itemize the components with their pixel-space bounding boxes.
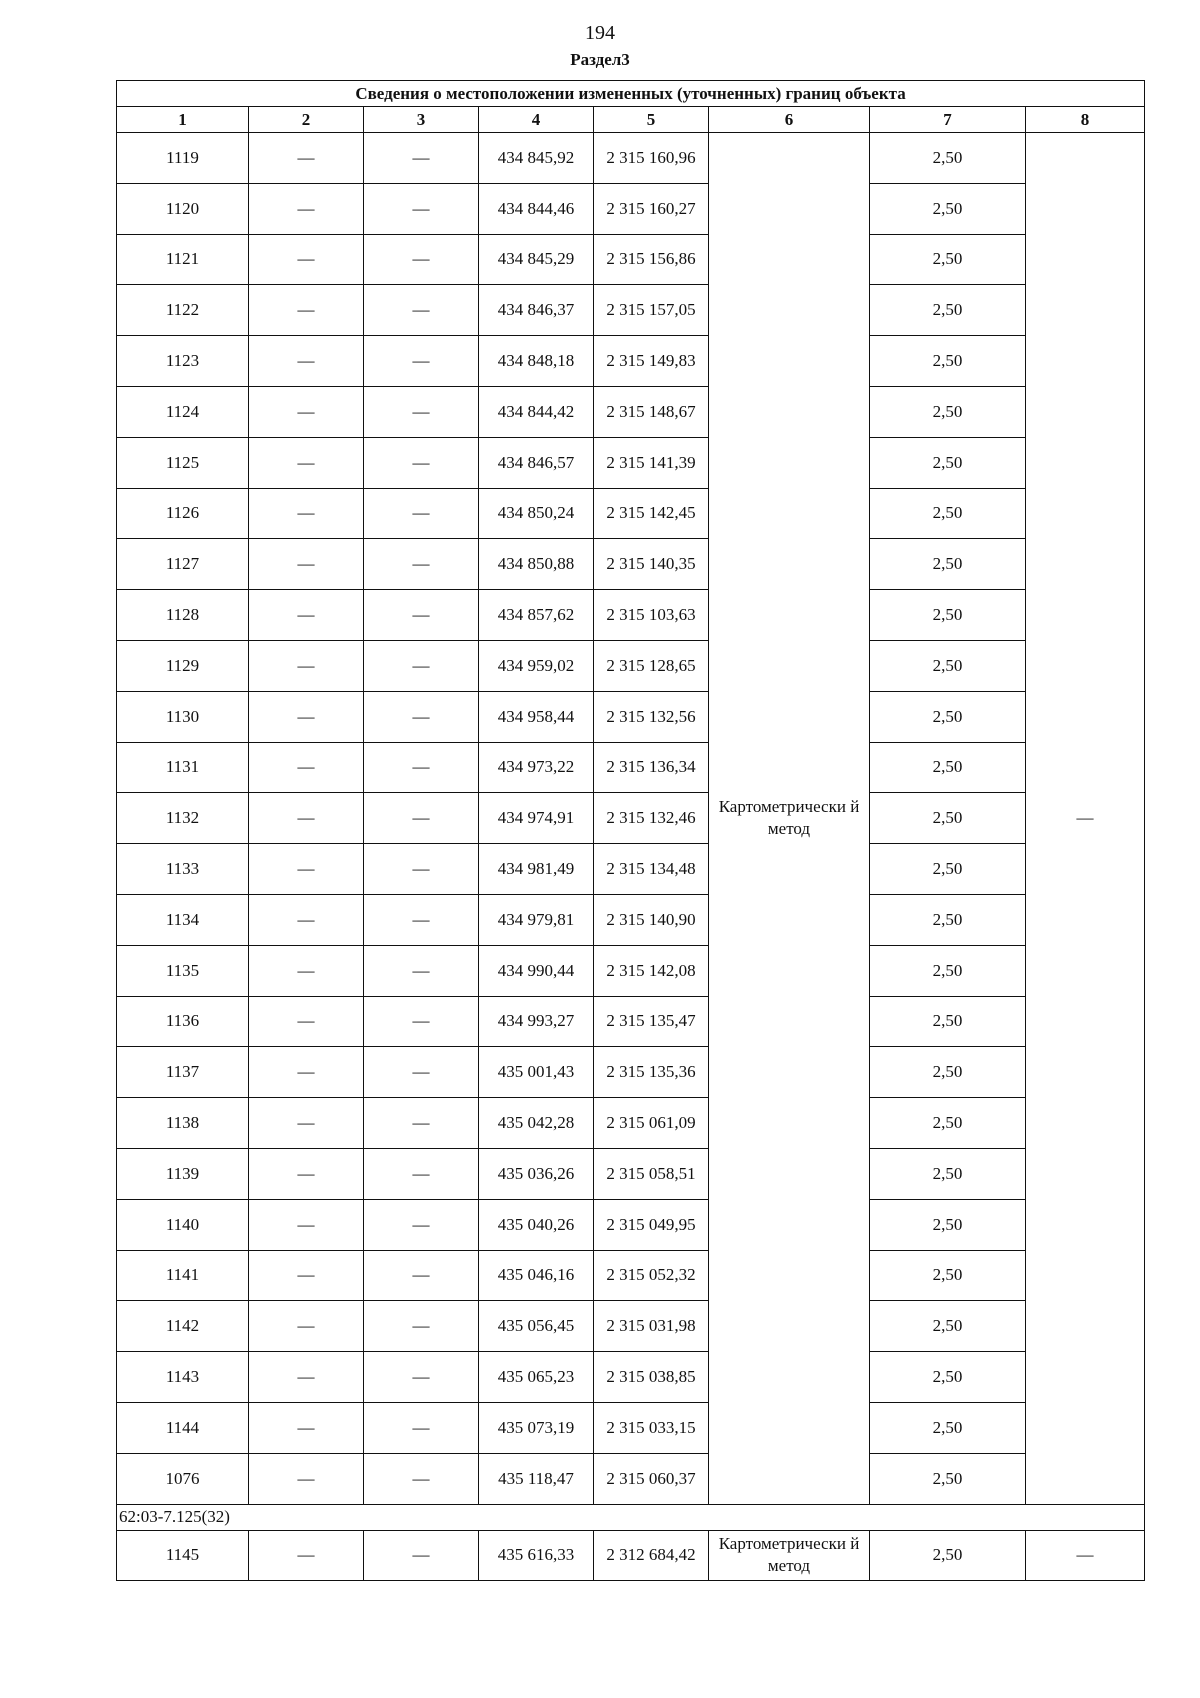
- point-number-cell: 1139: [117, 1148, 249, 1199]
- coordinate-x-cell: 434 979,81: [479, 894, 594, 945]
- table-row: [117, 1047, 1145, 1098]
- coordinate-y-cell: 2 315 061,09: [594, 1098, 709, 1149]
- table-row: [117, 234, 1145, 285]
- page-number: 194: [585, 22, 615, 44]
- accuracy-cell: 2,50: [870, 488, 1026, 539]
- method-cell: Картометрически й метод: [709, 1530, 870, 1581]
- accuracy-cell: 2,50: [870, 691, 1026, 742]
- coordinate-x-cell: 434 846,37: [479, 285, 594, 336]
- coordinate-x-cell: 434 844,42: [479, 386, 594, 437]
- coordinate-y-cell: 2 315 033,15: [594, 1402, 709, 1453]
- column-3-cell: —: [364, 1047, 479, 1098]
- column-2-cell: —: [249, 1402, 364, 1453]
- coordinate-y-cell: 2 315 132,46: [594, 793, 709, 844]
- coordinate-x-cell: 434 845,29: [479, 234, 594, 285]
- column-number: 6: [709, 107, 870, 133]
- column-number: 3: [364, 107, 479, 133]
- table-row: [117, 183, 1145, 234]
- table-row: [117, 1148, 1145, 1199]
- table-row: [117, 691, 1145, 742]
- accuracy-cell: 2,50: [870, 386, 1026, 437]
- column-3-cell: —: [364, 894, 479, 945]
- column-2-cell: —: [249, 1301, 364, 1352]
- column-2-cell: —: [249, 894, 364, 945]
- column-3-cell: —: [364, 386, 479, 437]
- coordinate-y-cell: 2 315 135,36: [594, 1047, 709, 1098]
- coordinate-x-cell: 435 056,45: [479, 1301, 594, 1352]
- section-title: Раздел3: [570, 50, 630, 69]
- column-number: 5: [594, 107, 709, 133]
- column-3-cell: —: [364, 1352, 479, 1403]
- column-3-cell: —: [364, 590, 479, 641]
- coordinate-y-cell: 2 315 140,35: [594, 539, 709, 590]
- coordinate-x-cell: 434 981,49: [479, 844, 594, 895]
- accuracy-cell: 2,50: [870, 1199, 1026, 1250]
- accuracy-cell: 2,50: [870, 1047, 1026, 1098]
- coordinate-x-cell: 434 848,18: [479, 336, 594, 387]
- accuracy-cell: 2,50: [870, 945, 1026, 996]
- accuracy-cell: 2,50: [870, 336, 1026, 387]
- point-number-cell: 1076: [117, 1453, 249, 1504]
- coordinate-x-cell: 434 845,92: [479, 133, 594, 184]
- column-number: 8: [1026, 107, 1145, 133]
- table-row: [117, 1250, 1145, 1301]
- table-row: [117, 793, 1145, 844]
- coordinate-y-cell: 2 315 128,65: [594, 640, 709, 691]
- accuracy-cell: 2,50: [870, 133, 1026, 184]
- point-number-cell: 1120: [117, 183, 249, 234]
- accuracy-cell: 2,50: [870, 437, 1026, 488]
- parcel-subheading-row: [117, 1504, 1145, 1530]
- column-3-cell: —: [364, 1530, 479, 1581]
- column-2-cell: —: [249, 691, 364, 742]
- table-row: [117, 133, 1145, 184]
- column-2-cell: —: [249, 1199, 364, 1250]
- coordinate-y-cell: 2 315 141,39: [594, 437, 709, 488]
- coordinate-x-cell: 435 073,19: [479, 1402, 594, 1453]
- point-number-cell: 1125: [117, 437, 249, 488]
- coordinate-y-cell: 2 315 156,86: [594, 234, 709, 285]
- coordinate-x-cell: 434 958,44: [479, 691, 594, 742]
- column-number-row: [117, 107, 1145, 133]
- coordinate-x-cell: 434 973,22: [479, 742, 594, 793]
- column-2-cell: —: [249, 1530, 364, 1581]
- table-row: [117, 590, 1145, 641]
- coordinate-x-cell: 435 118,47: [479, 1453, 594, 1504]
- table-row: [117, 336, 1145, 387]
- coordinate-x-cell: 434 850,24: [479, 488, 594, 539]
- point-number-cell: 1134: [117, 894, 249, 945]
- coordinate-y-cell: 2 315 135,47: [594, 996, 709, 1047]
- column-2-cell: —: [249, 844, 364, 895]
- coordinate-x-cell: 435 065,23: [479, 1352, 594, 1403]
- accuracy-cell: 2,50: [870, 234, 1026, 285]
- coordinate-x-cell: 435 001,43: [479, 1047, 594, 1098]
- coordinate-y-cell: 2 315 052,32: [594, 1250, 709, 1301]
- point-number-cell: 1144: [117, 1402, 249, 1453]
- accuracy-cell: 2,50: [870, 1098, 1026, 1149]
- column-3-cell: —: [364, 1402, 479, 1453]
- coordinate-x-cell: 434 990,44: [479, 945, 594, 996]
- accuracy-cell: 2,50: [870, 183, 1026, 234]
- column-3-cell: —: [364, 640, 479, 691]
- point-number-cell: 1141: [117, 1250, 249, 1301]
- column-2-cell: —: [249, 133, 364, 184]
- table-row: [117, 1199, 1145, 1250]
- table-row: [117, 1098, 1145, 1149]
- coordinate-y-cell: 2 315 058,51: [594, 1148, 709, 1199]
- coordinate-x-cell: 434 857,62: [479, 590, 594, 641]
- table-row: [117, 1352, 1145, 1403]
- point-number-cell: 1123: [117, 336, 249, 387]
- accuracy-cell: 2,50: [870, 1530, 1026, 1581]
- column-2-cell: —: [249, 640, 364, 691]
- coordinate-y-cell: 2 315 160,27: [594, 183, 709, 234]
- column-2-cell: —: [249, 234, 364, 285]
- point-number-cell: 1129: [117, 640, 249, 691]
- column-3-cell: —: [364, 539, 479, 590]
- table-row: [117, 844, 1145, 895]
- coordinate-x-cell: 435 036,26: [479, 1148, 594, 1199]
- table-row: [117, 1453, 1145, 1504]
- column-8-cell: —: [1026, 1530, 1145, 1581]
- accuracy-cell: 2,50: [870, 1301, 1026, 1352]
- point-number-cell: 1124: [117, 386, 249, 437]
- accuracy-cell: 2,50: [870, 1148, 1026, 1199]
- point-number-cell: 1130: [117, 691, 249, 742]
- table-row: [117, 742, 1145, 793]
- boundary-points-table: [116, 80, 1145, 1581]
- column-number: 7: [870, 107, 1026, 133]
- column-2-cell: —: [249, 437, 364, 488]
- point-number-cell: 1122: [117, 285, 249, 336]
- column-2-cell: —: [249, 742, 364, 793]
- coordinate-x-cell: 435 046,16: [479, 1250, 594, 1301]
- coordinate-y-cell: 2 315 134,48: [594, 844, 709, 895]
- point-number-cell: 1140: [117, 1199, 249, 1250]
- column-2-cell: —: [249, 996, 364, 1047]
- accuracy-cell: 2,50: [870, 844, 1026, 895]
- accuracy-cell: 2,50: [870, 1402, 1026, 1453]
- column-2-cell: —: [249, 1047, 364, 1098]
- column-3-cell: —: [364, 793, 479, 844]
- table-body: [117, 133, 1145, 1581]
- column-3-cell: —: [364, 336, 479, 387]
- point-number-cell: 1135: [117, 945, 249, 996]
- accuracy-cell: 2,50: [870, 1453, 1026, 1504]
- accuracy-cell: 2,50: [870, 1352, 1026, 1403]
- point-number-cell: 1143: [117, 1352, 249, 1403]
- coordinate-y-cell: 2 315 142,45: [594, 488, 709, 539]
- column-8-cell: —: [1026, 133, 1145, 1505]
- coordinate-y-cell: 2 315 148,67: [594, 386, 709, 437]
- coordinate-y-cell: 2 315 132,56: [594, 691, 709, 742]
- coordinate-y-cell: 2 315 160,96: [594, 133, 709, 184]
- point-number-cell: 1128: [117, 590, 249, 641]
- accuracy-cell: 2,50: [870, 640, 1026, 691]
- coordinate-x-cell: 434 850,88: [479, 539, 594, 590]
- column-2-cell: —: [249, 1098, 364, 1149]
- column-3-cell: —: [364, 691, 479, 742]
- accuracy-cell: 2,50: [870, 742, 1026, 793]
- point-number-cell: 1127: [117, 539, 249, 590]
- accuracy-cell: 2,50: [870, 1250, 1026, 1301]
- table-row: [117, 437, 1145, 488]
- column-3-cell: —: [364, 183, 479, 234]
- column-2-cell: —: [249, 386, 364, 437]
- coordinate-x-cell: 434 844,46: [479, 183, 594, 234]
- coordinate-x-cell: 434 974,91: [479, 793, 594, 844]
- column-2-cell: —: [249, 1148, 364, 1199]
- column-3-cell: —: [364, 1250, 479, 1301]
- column-number: 4: [479, 107, 594, 133]
- column-2-cell: —: [249, 1352, 364, 1403]
- point-number-cell: 1126: [117, 488, 249, 539]
- column-2-cell: —: [249, 945, 364, 996]
- column-3-cell: —: [364, 996, 479, 1047]
- table-row: [117, 539, 1145, 590]
- coordinate-x-cell: 434 846,57: [479, 437, 594, 488]
- table-row: [117, 996, 1145, 1047]
- coordinate-y-cell: 2 315 103,63: [594, 590, 709, 641]
- accuracy-cell: 2,50: [870, 996, 1026, 1047]
- column-3-cell: —: [364, 488, 479, 539]
- table-row: [117, 386, 1145, 437]
- column-3-cell: —: [364, 945, 479, 996]
- table-row: [117, 488, 1145, 539]
- column-3-cell: —: [364, 1453, 479, 1504]
- point-number-cell: 1133: [117, 844, 249, 895]
- column-number: 2: [249, 107, 364, 133]
- point-number-cell: 1142: [117, 1301, 249, 1352]
- coordinate-x-cell: 435 040,26: [479, 1199, 594, 1250]
- column-2-cell: —: [249, 488, 364, 539]
- parcel-subheading: 62:03-7.125(32): [117, 1504, 1145, 1530]
- coordinate-y-cell: 2 315 142,08: [594, 945, 709, 996]
- coordinate-x-cell: 435 042,28: [479, 1098, 594, 1149]
- table-row: [117, 1530, 1145, 1581]
- column-2-cell: —: [249, 183, 364, 234]
- accuracy-cell: 2,50: [870, 894, 1026, 945]
- coordinate-y-cell: 2 315 038,85: [594, 1352, 709, 1403]
- table-row: [117, 945, 1145, 996]
- coordinate-y-cell: 2 312 684,42: [594, 1530, 709, 1581]
- coordinate-y-cell: 2 315 136,34: [594, 742, 709, 793]
- column-2-cell: —: [249, 539, 364, 590]
- table-row: [117, 285, 1145, 336]
- column-2-cell: —: [249, 590, 364, 641]
- accuracy-cell: 2,50: [870, 285, 1026, 336]
- coordinate-y-cell: 2 315 149,83: [594, 336, 709, 387]
- method-cell: Картометрически й метод: [709, 133, 870, 1505]
- column-2-cell: —: [249, 285, 364, 336]
- column-2-cell: —: [249, 336, 364, 387]
- coordinate-x-cell: 435 616,33: [479, 1530, 594, 1581]
- accuracy-cell: 2,50: [870, 590, 1026, 641]
- accuracy-cell: 2,50: [870, 793, 1026, 844]
- point-number-cell: 1121: [117, 234, 249, 285]
- point-number-cell: 1119: [117, 133, 249, 184]
- column-3-cell: —: [364, 234, 479, 285]
- column-3-cell: —: [364, 285, 479, 336]
- coordinate-y-cell: 2 315 060,37: [594, 1453, 709, 1504]
- column-2-cell: —: [249, 1250, 364, 1301]
- point-number-cell: 1137: [117, 1047, 249, 1098]
- point-number-cell: 1132: [117, 793, 249, 844]
- table-row: [117, 1301, 1145, 1352]
- point-number-cell: 1131: [117, 742, 249, 793]
- coordinate-x-cell: 434 959,02: [479, 640, 594, 691]
- coordinate-y-cell: 2 315 157,05: [594, 285, 709, 336]
- column-3-cell: —: [364, 742, 479, 793]
- accuracy-cell: 2,50: [870, 539, 1026, 590]
- column-3-cell: —: [364, 1301, 479, 1352]
- point-number-cell: 1136: [117, 996, 249, 1047]
- coordinate-x-cell: 434 993,27: [479, 996, 594, 1047]
- column-3-cell: —: [364, 1098, 479, 1149]
- coordinate-y-cell: 2 315 140,90: [594, 894, 709, 945]
- point-number-cell: 1138: [117, 1098, 249, 1149]
- table-caption: Сведения о местоположении измененных (уточненных) границ объекта: [117, 81, 1145, 107]
- column-number: 1: [117, 107, 249, 133]
- coordinate-y-cell: 2 315 049,95: [594, 1199, 709, 1250]
- table-row: [117, 640, 1145, 691]
- table-row: [117, 1402, 1145, 1453]
- column-3-cell: —: [364, 437, 479, 488]
- column-3-cell: —: [364, 1199, 479, 1250]
- column-2-cell: —: [249, 793, 364, 844]
- point-number-cell: 1145: [117, 1530, 249, 1581]
- table-row: [117, 894, 1145, 945]
- column-3-cell: —: [364, 1148, 479, 1199]
- column-3-cell: —: [364, 844, 479, 895]
- coordinate-y-cell: 2 315 031,98: [594, 1301, 709, 1352]
- column-3-cell: —: [364, 133, 479, 184]
- column-2-cell: —: [249, 1453, 364, 1504]
